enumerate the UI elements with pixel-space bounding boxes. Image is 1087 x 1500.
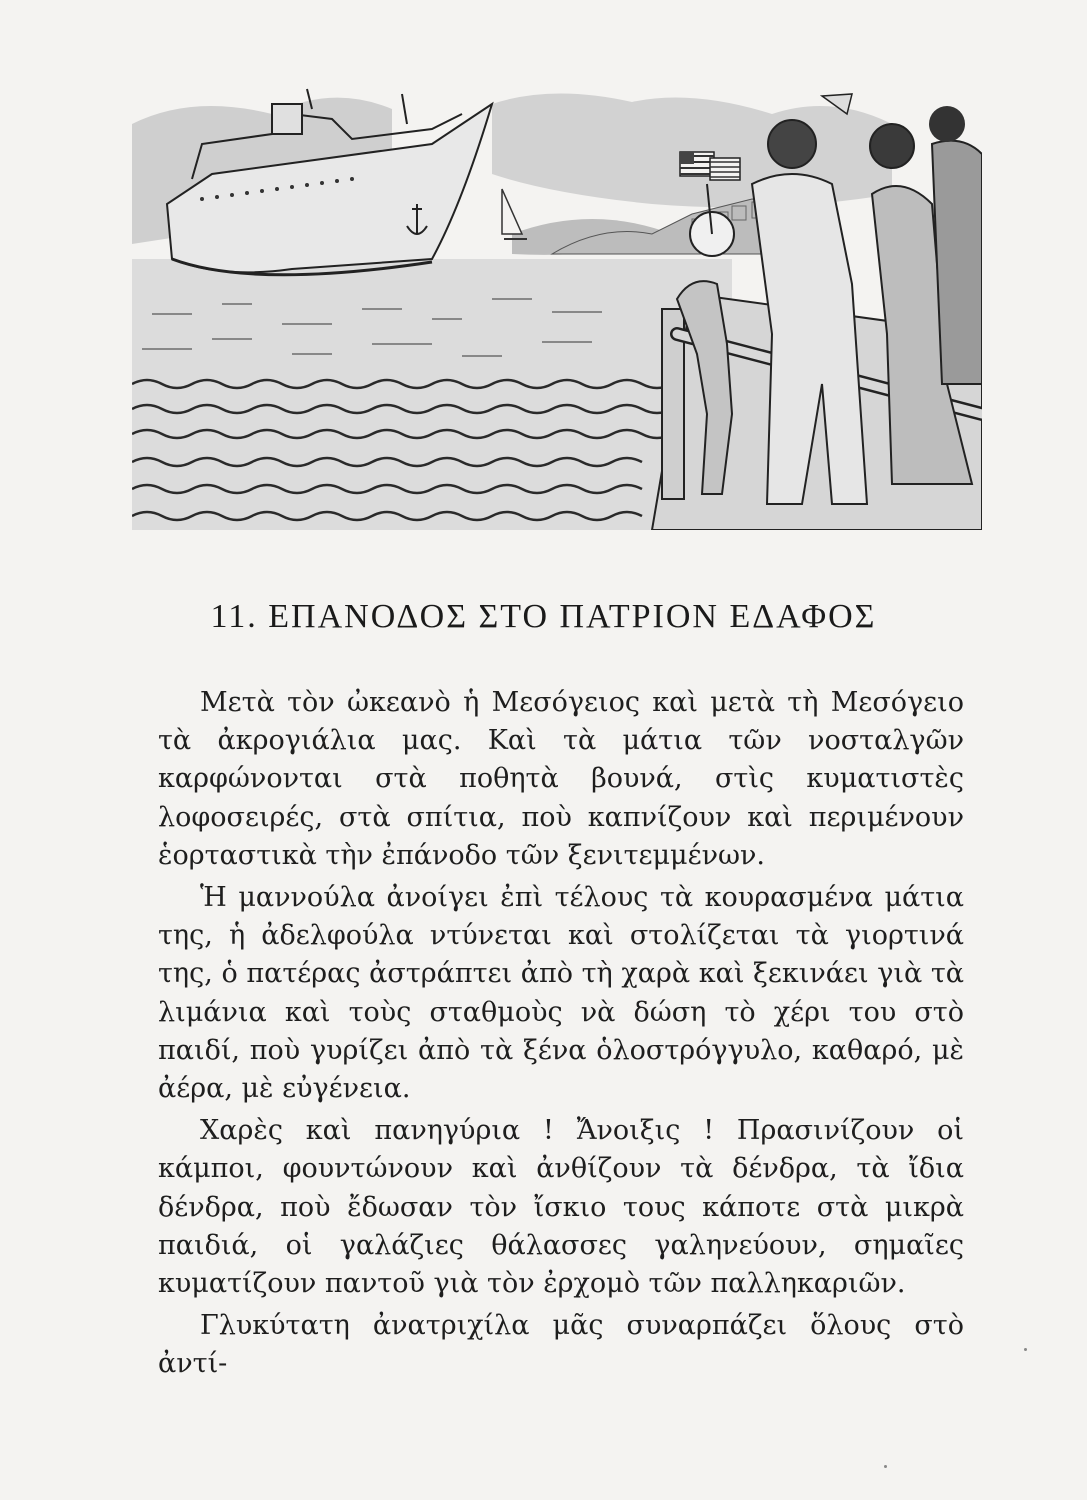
paragraph: Ἡ μαννούλα ἀνοίγει ἐπὶ τέλους τὰ κουρασμένα μάτια της, ἡ ἀδελφούλα ντύνεται καὶ στολίζεται τὰ γιορτινά της, ὁ πατέρας ἀστράπτει ἀπὸ τὴ χαρὰ καὶ ξεκινάει γιὰ τὰ λιμάνια καὶ τοὺς σταθμοὺς νὰ δώση τὸ χέρι του στὸ παιδί, ποὺ γυρίζει ἀπὸ τὰ ξένα ὁλοστρόγγυλο, καθαρό, μὲ ἀέρα, μὲ εὐγένεια. — [158, 882, 964, 1105]
greek-flag-icon — [680, 152, 714, 176]
paragraph: Γλυκύτατη ἀνατριχίλα μᾶς συναρπάζει ὅλους στὸ ἀντί- — [158, 1310, 964, 1380]
paper-speck — [884, 1465, 887, 1468]
us-flag-icon — [710, 158, 740, 180]
chapter-title: 11. ΕΠΑΝΟΔΟΣ ΣΤΟ ΠΑΤΡΙΟΝ ΕΔΑΦΟΣ — [210, 598, 877, 635]
paragraph: Μετὰ τὸν ὠκεανὸ ἡ Μεσόγειος καὶ μετὰ τὴ Μεσόγειο τὰ ἀκρογιάλια μας. Καὶ τὰ μάτια τῶν νοσταλγῶν καρφώνονται στὰ ποθητὰ βουνά, στὶς κυματιστὲς λοφοσειρές, στὰ σπίτια, ποὺ καπνίζουν καὶ περιμένουν ἑορταστικὰ τὴν ἐπάνοδο τῶν ξενιτεμμένων. — [158, 687, 964, 871]
paper-speck — [1024, 1348, 1027, 1351]
paragraph: Χαρὲς καὶ πανηγύρια ! Ἄνοιξις ! Πρασινίζουν οἱ κάμποι, φουντώνουν καὶ ἀνθίζουν τὰ δένδρα, τὰ ἴδια δένδρα, ποὺ ἔδωσαν τὸν ἴσκιο τους κάποτε στὰ μικρὰ παιδιά, οἱ γαλάζιες θάλασσες γαληνεύουν, σημαῖες κυματίζουν παντοῦ γιὰ τὸν ἐρχομὸ τῶν παλληκαριῶν. — [158, 1115, 964, 1300]
body-text — [158, 684, 964, 1384]
ship-harbor-illustration-icon — [132, 84, 982, 530]
